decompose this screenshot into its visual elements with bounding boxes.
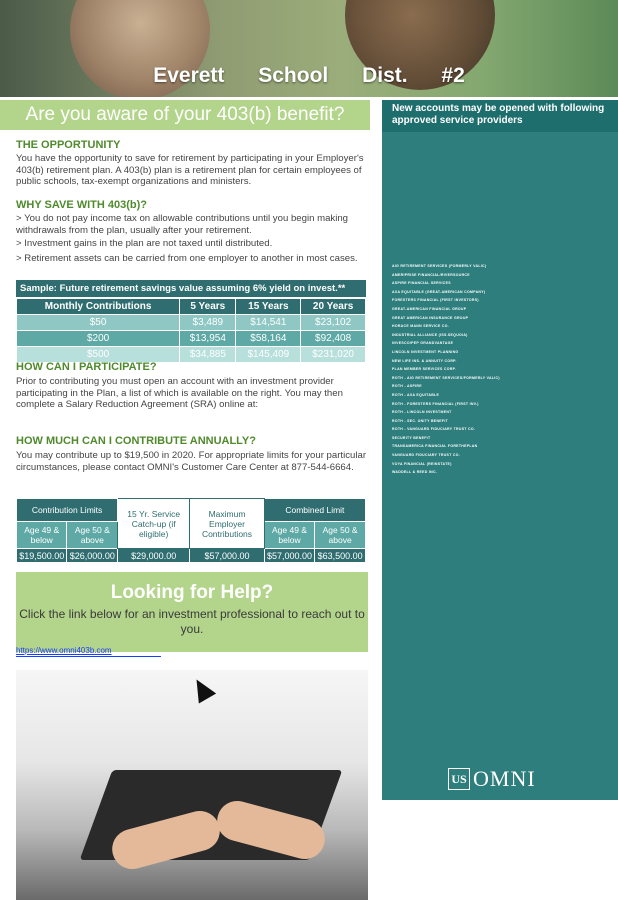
provider-item: NEW LIFE INS. & ANNUITY CORP. [392, 358, 457, 363]
omni-wordmark: OMNI [473, 766, 536, 791]
benefit-banner [0, 100, 370, 130]
opportunity-heading: THE OPPORTUNITY [16, 139, 121, 151]
provider-item: GREAT-AMERICAN FINANCIAL GROUP [392, 306, 467, 311]
table-header-cell: Monthly Contributions [17, 299, 180, 315]
provider-item: FORESTERS FINANCIAL (FIRST INVESTORS) [392, 298, 479, 303]
limits-subheader: Age 49 & below [17, 522, 67, 549]
limits-subheader: Age 50 & above [67, 522, 118, 549]
providers-heading: New accounts may be opened with following approved service providers [392, 103, 605, 126]
district-title: Everett School Dist. #2 [153, 64, 465, 87]
providers-panel [382, 100, 618, 800]
table-cell: $3,489 [180, 315, 236, 331]
provider-item: AMERIPRISE FINANCIAL/RIVERSOURCE [392, 272, 470, 277]
opportunity-text: You have the opportunity to save for retirement by participating in your Employer's 403(b) retirement plan. A 403(b) plan is a retirement plan for certain employees of public schools, tax-exempt organizations and ministers. [16, 153, 364, 187]
why-save-item: > Retirement assets can be carried from one employer to another in most cases. [16, 253, 358, 264]
contribute-heading: HOW MUCH CAN I CONTRIBUTE ANNUALLY? [16, 435, 256, 447]
provider-item: AXA EQUITABLE (GREAT-AMERICAN COMPANY) [392, 289, 486, 294]
limits-value: $26,000.00 [67, 549, 118, 563]
omni-link[interactable]: https://www.omni403b.com [16, 646, 112, 655]
laptop-photo [16, 670, 368, 900]
participate-heading: HOW CAN I PARTICIPATE? [16, 361, 157, 373]
table-cell: $13,954 [180, 331, 236, 347]
table-cell: $500 [17, 347, 180, 363]
provider-item: TRANSAMERICA FINANCIAL FORETHEPLAN [392, 444, 478, 449]
provider-item: INDUSTRIAL ALLIANCE (ISS.SEQUOIA) [392, 332, 468, 337]
table-cell: $58,164 [236, 331, 301, 347]
help-box [16, 572, 368, 652]
limits-value: $29,000.00 [118, 549, 190, 563]
why-save-item: > You do not pay income tax on allowable contributions until you begin making withdrawals from the plan, usually after your retirement. [16, 213, 349, 236]
table-cell: $23,102 [301, 315, 366, 331]
provider-item: WADDELL & REED INC. [392, 470, 438, 475]
why-save-item: > Investment gains in the plan are not taxed until distributed. [16, 238, 273, 249]
contribution-limits-header: Contribution Limits [17, 499, 118, 522]
provider-item: PLAN MEMBER SERVICES CORP. [392, 367, 457, 372]
table-cell: $145,409 [236, 347, 301, 363]
table-cell: $92,408 [301, 331, 366, 347]
table-row [17, 315, 366, 331]
omni-mark-icon: US [448, 768, 470, 790]
sample-savings-table [16, 298, 366, 363]
table-header-cell: 15 Years [236, 299, 301, 315]
limits-value: $57,000.00 [264, 549, 314, 563]
provider-item: ROTH - FORESTERS FINANCIAL (FIRST INV.) [392, 401, 479, 406]
benefit-banner-title: Are you aware of your 403(b) benefit? [25, 104, 345, 125]
table-cell: $34,885 [180, 347, 236, 363]
table-cell: $50 [17, 315, 180, 331]
participate-text: Prior to contributing you must open an account with an investment provider participating in the Plan, a list of which is available on the right. You may then complete a Salary Reduction Agreement (SRA) online at: [16, 376, 343, 410]
provider-item: VANGUARD FIDUCIARY TRUST CO. [392, 453, 461, 458]
limits-value: $57,000.00 [190, 549, 265, 563]
providers-header [382, 100, 618, 132]
contribute-text: You may contribute up to $19,500 in 2020. For appropriate limits for your particular circumstances, please contact OMNI's Customer Care Center at 877-544-6664. [16, 450, 367, 473]
table-cell: $200 [17, 331, 180, 347]
provider-item: HORACE MANN SERVICE CO. [392, 324, 450, 329]
link-underline [16, 656, 161, 657]
provider-item: LINCOLN INVESTMENT PLANNING [392, 349, 459, 354]
why-save-heading: WHY SAVE WITH 403(b)? [16, 199, 147, 211]
catchup-header: 15 Yr. Service Catch-up (if eligible) [118, 499, 190, 549]
hero-banner [0, 0, 618, 97]
provider-item: ROTH - LINCOLN INVESTMENT [392, 410, 452, 415]
provider-item: ASPIRE FINANCIAL SERVICES [392, 281, 451, 286]
table-header-row [17, 299, 366, 315]
limits-value: $63,500.00 [315, 549, 366, 563]
provider-item: AIG RETIREMENT SERVICES (FORMERLY VALIC) [392, 264, 487, 268]
table-row [17, 549, 366, 563]
table-row [17, 331, 366, 347]
contribution-limits-table [16, 498, 366, 563]
provider-item: ROTH - AIG RETIREMENT SERVICES/FORMERLY VALIC) [392, 375, 500, 380]
help-subtitle: Click the link below for an investment professional to reach out to you. [19, 607, 365, 636]
mouse-cursor-icon [188, 674, 216, 703]
limits-subheader: Age 49 & below [264, 522, 314, 549]
provider-item: ROTH - AXA EQUITABLE [392, 392, 440, 397]
limits-value: $19,500.00 [17, 549, 67, 563]
employer-header: Maximum Employer Contributions [190, 499, 265, 549]
sample-table-title: Sample: Future retirement savings value assuming 6% yield on invest.** [16, 280, 366, 297]
help-title: Looking for Help? [110, 582, 274, 603]
table-cell: $231,020 [301, 347, 366, 363]
table-header-cell: 5 Years [180, 299, 236, 315]
provider-item: ROTH - VANGUARD FIDUCIARY TRUST CO. [392, 427, 476, 432]
provider-item: GREAT AMERICAN INSURANCE GROUP [392, 315, 469, 320]
table-header-cell: 20 Years [301, 299, 366, 315]
provider-item: SECURITY BENEFIT [392, 435, 431, 440]
provider-item: VOYA FINANCIAL (REINSTATE) [392, 461, 452, 466]
provider-item: INVESCO/PEP GRANDVANTAGE [392, 341, 454, 346]
provider-item: ROTH - SEC. UNITY BENEFIT [392, 418, 449, 423]
table-cell: $14,541 [236, 315, 301, 331]
provider-item: ROTH - ASPIRE [392, 384, 422, 389]
combined-limit-header: Combined Limit [264, 499, 365, 522]
limits-subheader: Age 50 & above [315, 522, 366, 549]
provider-list [392, 262, 612, 477]
